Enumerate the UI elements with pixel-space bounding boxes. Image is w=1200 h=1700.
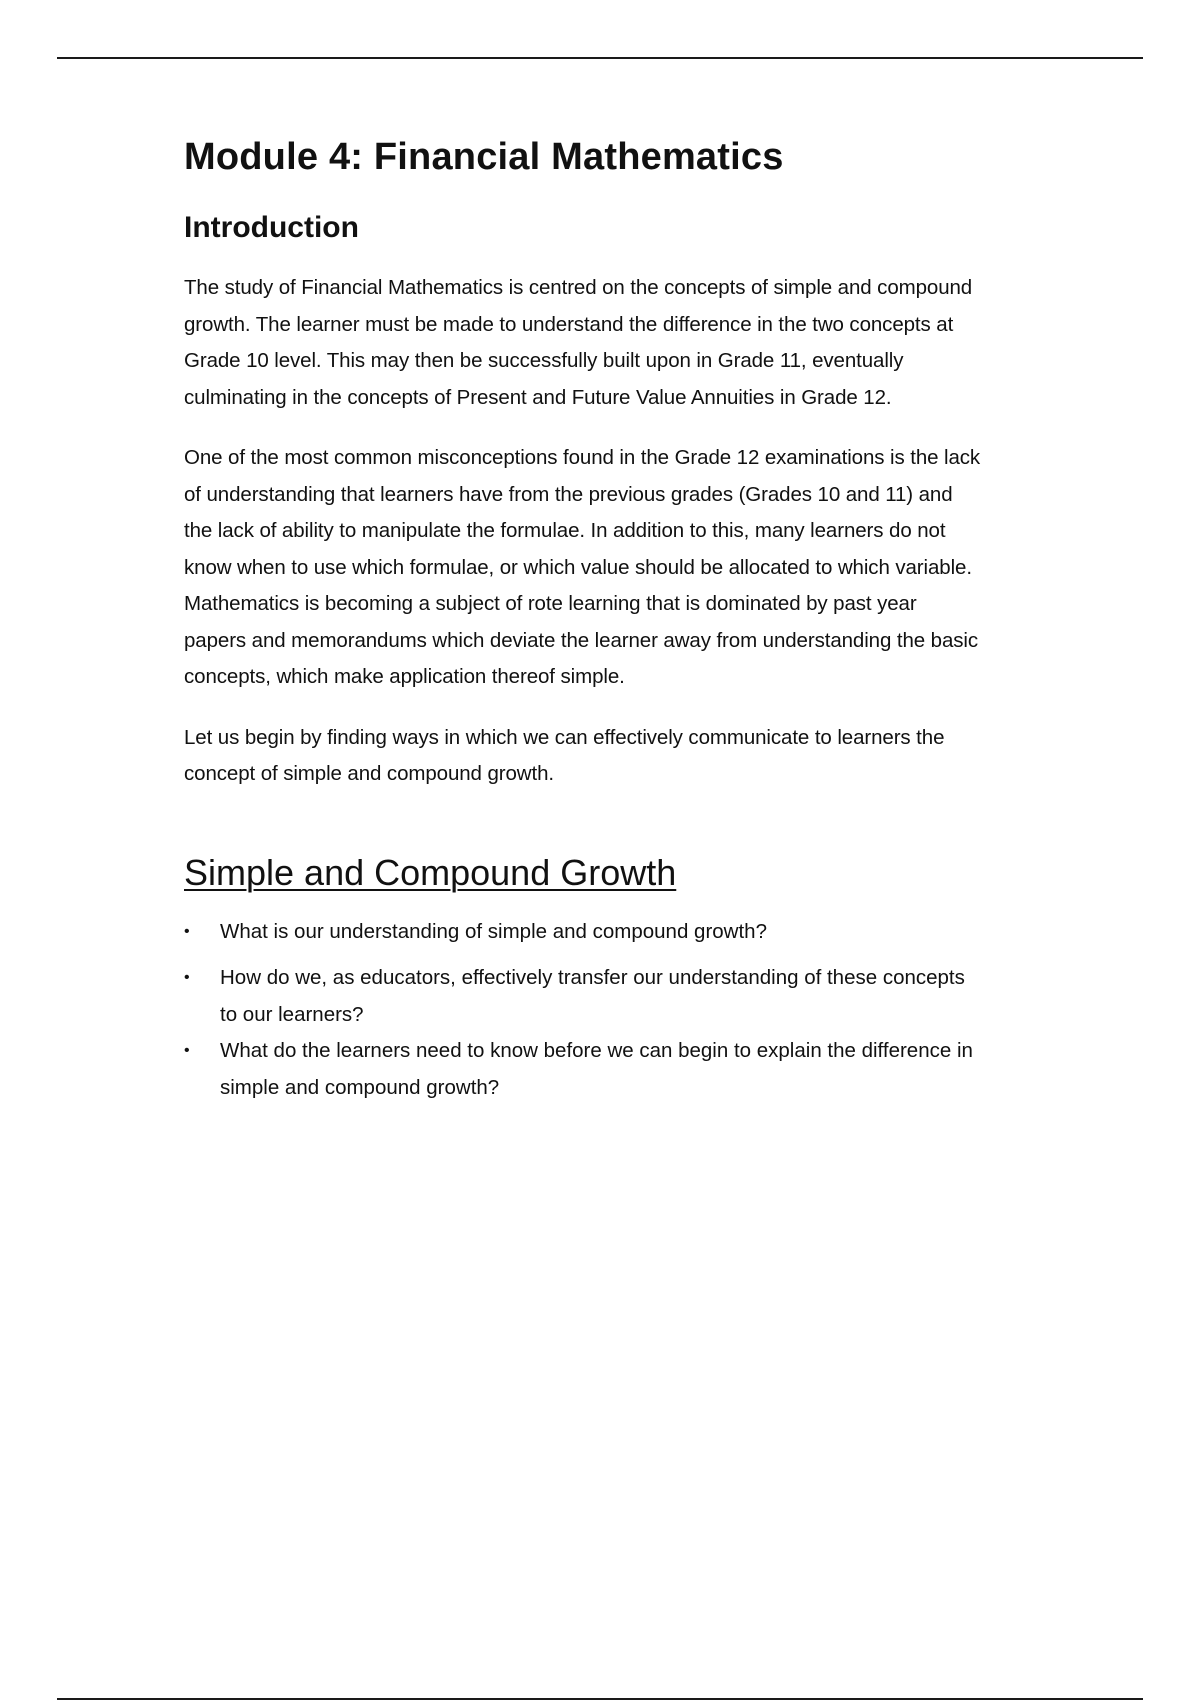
- intro-paragraph-1: The study of Financial Mathematics is centred on the concepts of simple and compound growth. The learner must be made to understand the difference in the two concepts at Grade 10 level. This may then be successfully built upon in Grade 11, eventually culminating in the concepts of Present and Future Value Annuities in Grade 12.: [184, 276, 973, 409]
- document-page: [184, 128, 1004, 1116]
- bullet-icon: •: [184, 1042, 190, 1059]
- question-list: [184, 914, 984, 1107]
- bullet-icon: •: [184, 922, 190, 940]
- list-item: [184, 914, 984, 951]
- list-item: [184, 960, 984, 1033]
- intro-paragraph-3: Let us begin by finding ways in which we can effectively communicate to learners the concept of simple and compound growth.: [184, 725, 945, 785]
- introduction-heading: Introduction: [184, 211, 359, 244]
- module-title: Module 4: Financial Mathematics: [184, 136, 784, 178]
- list-item-text: What do the learners need to know before we can begin to explain the difference in simple and compound growth?: [220, 1039, 973, 1099]
- list-item-text: How do we, as educators, effectively transfer our understanding of these concepts to our learners?: [220, 966, 965, 1026]
- intro-paragraph-2: One of the most common misconceptions found in the Grade 12 examinations is the lack of understanding that learners have from the previous grades (Grades 10 and 11) and the lack of ability to manipulate the formulae. In addition to this, many learners do not know when to use which formulae, or which value should be allocated to which variable. Mathematics is becoming a subject of rote learning that is dominated by past year papers and memorandums which deviate the learner away from understanding the basic concepts, which make application thereof simple.: [184, 446, 981, 688]
- list-item: [184, 1033, 984, 1106]
- list-item-text: What is our understanding of simple and compound growth?: [220, 919, 767, 943]
- section-heading-simple-compound-growth: Simple and Compound Growth: [184, 851, 677, 893]
- top-rule: [57, 57, 1143, 59]
- bullet-icon: •: [184, 969, 190, 986]
